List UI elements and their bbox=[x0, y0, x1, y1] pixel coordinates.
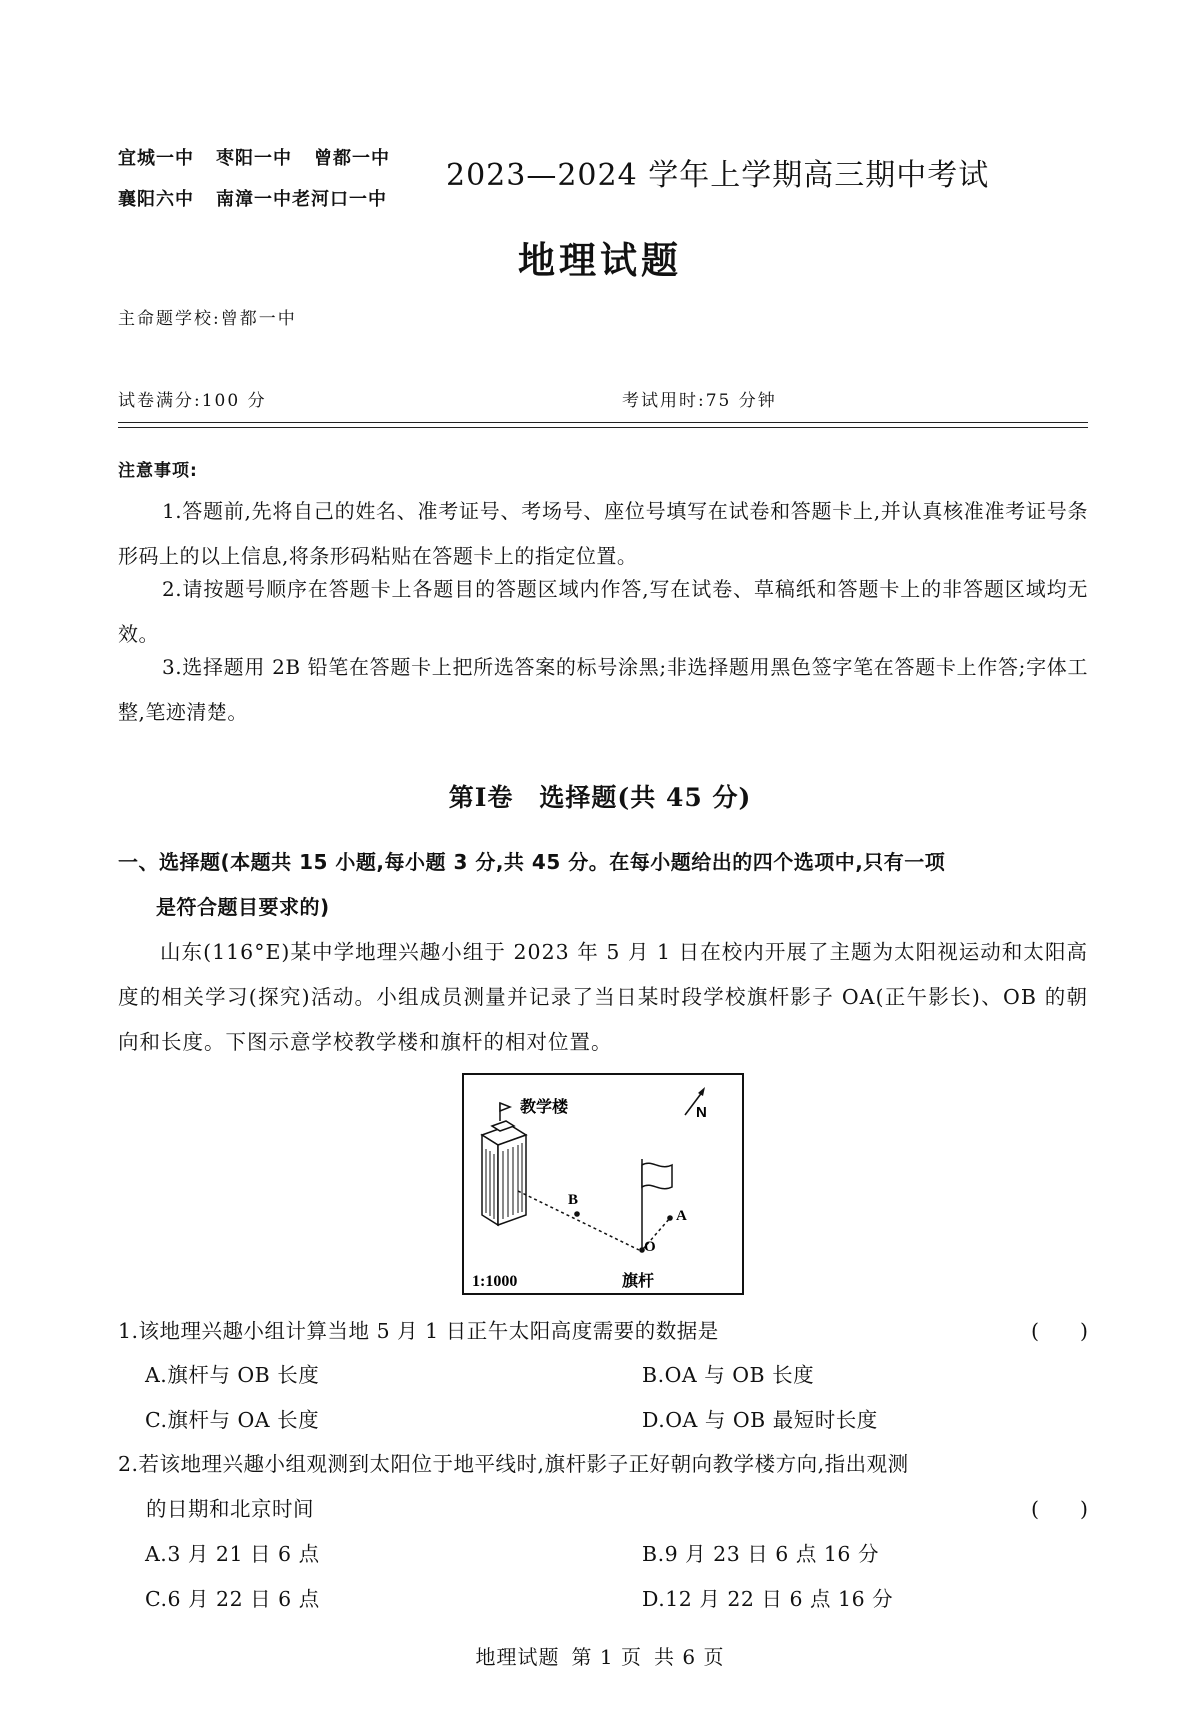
exam-title: 2023—2024 学年上学期高三期中考试 bbox=[446, 158, 990, 193]
section-heading-line: 是符合题目要求的) bbox=[156, 895, 330, 919]
school-row-2 bbox=[118, 179, 412, 220]
point-b bbox=[574, 1211, 580, 1217]
setter-school: 主命题学校:曾都一中 bbox=[118, 309, 297, 329]
school-name: 襄阳六中 bbox=[118, 189, 194, 210]
footer-subject: 地理试题 bbox=[475, 1645, 560, 1669]
subject-title: 地理试题 bbox=[518, 239, 682, 282]
page-footer bbox=[0, 1641, 1200, 1670]
point-b-label: B bbox=[568, 1192, 579, 1208]
school-list bbox=[118, 138, 412, 220]
scale-label: 1:1000 bbox=[472, 1273, 518, 1290]
divider-line bbox=[118, 422, 1088, 423]
option-d: D.12 月 22 日 6 点 16 分 bbox=[642, 1587, 894, 1611]
school-name: 宜城一中 bbox=[118, 148, 194, 169]
section-heading bbox=[118, 840, 1088, 930]
question-2-text-line2: 的日期和北京时间 bbox=[146, 1497, 314, 1521]
option-a: A.旗杆与 OB 长度 bbox=[145, 1363, 320, 1387]
building-label: 教学楼 bbox=[520, 1097, 569, 1116]
point-a bbox=[667, 1215, 673, 1221]
notice-heading: 注意事项: bbox=[118, 461, 198, 481]
footer-page: 第 1 页 bbox=[571, 1645, 642, 1669]
question-stem: 山东(116°E)某中学地理兴趣小组于 2023 年 5 月 1 日在校内开展了主题为太阳视运动和太阳高度的相关学习(探究)活动。小组成员测量并记录了当日某时段学校旗杆影子 OA(正午影长)、OB 的朝向和长度。下图示意学校教学楼和旗杆的相对位置。 bbox=[118, 940, 1088, 1054]
school-map-figure bbox=[462, 1073, 744, 1295]
notice-item-3: 3.选择题用 2B 铅笔在答题卡上把所选答案的标号涂黑;非选择题用黑色签字笔在答题卡上作答;字体工整,笔迹清楚。 bbox=[118, 655, 1088, 724]
option-b: B.OA 与 OB 长度 bbox=[642, 1363, 815, 1387]
answer-blank: ( ) bbox=[1031, 1319, 1088, 1343]
option-a: A.3 月 21 日 6 点 bbox=[145, 1542, 320, 1566]
footer-total: 共 6 页 bbox=[654, 1645, 725, 1669]
flagpole-label: 旗杆 bbox=[622, 1271, 655, 1290]
north-label: N bbox=[696, 1104, 707, 1121]
notice-item-2: 2.请按题号顺序在答题卡上各题目的答题区域内作答,写在试卷、草稿纸和答题卡上的非答题区域均无效。 bbox=[118, 577, 1088, 646]
question-1-text: 1.该地理兴趣小组计算当地 5 月 1 日正午太阳高度需要的数据是 bbox=[118, 1319, 719, 1343]
exam-duration: 考试用时:75 分钟 bbox=[622, 391, 777, 411]
answer-blank: ( ) bbox=[1031, 1497, 1088, 1521]
notice-item-1: 1.答题前,先将自己的姓名、准考证号、考场号、座位号填写在试卷和答题卡上,并认真核准准考证号条形码上的以上信息,将条形码粘贴在答题卡上的指定位置。 bbox=[118, 499, 1088, 568]
option-d: D.OA 与 OB 最短时长度 bbox=[642, 1408, 878, 1432]
point-o-label: O bbox=[644, 1239, 656, 1255]
school-name: 曾都一中 bbox=[314, 148, 390, 169]
divider-line bbox=[118, 427, 1088, 428]
section-heading-line: 一、选择题(本题共 15 小题,每小题 3 分,共 45 分。在每小题给出的四个选项中,只有一项 bbox=[118, 850, 946, 874]
full-score: 试卷满分:100 分 bbox=[118, 391, 267, 411]
school-name: 老河口一中 bbox=[292, 189, 387, 210]
section-title: 第Ⅰ卷 选择题(共 45 分) bbox=[448, 783, 752, 812]
question-2-text-cont bbox=[118, 1487, 1088, 1532]
school-name: 南漳一中 bbox=[216, 189, 292, 210]
question-1 bbox=[118, 1309, 1088, 1354]
school-row-1 bbox=[118, 138, 412, 179]
question-2 bbox=[118, 1442, 1088, 1532]
option-c: C.旗杆与 OA 长度 bbox=[145, 1408, 320, 1432]
question-2-text: 2.若该地理兴趣小组观测到太阳位于地平线时,旗杆影子正好朝向教学楼方向,指出观测 bbox=[118, 1452, 909, 1476]
point-a-label: A bbox=[676, 1208, 687, 1224]
school-name: 枣阳一中 bbox=[216, 148, 292, 169]
option-c: C.6 月 22 日 6 点 bbox=[145, 1587, 320, 1611]
option-b: B.9 月 23 日 6 点 16 分 bbox=[642, 1542, 879, 1566]
